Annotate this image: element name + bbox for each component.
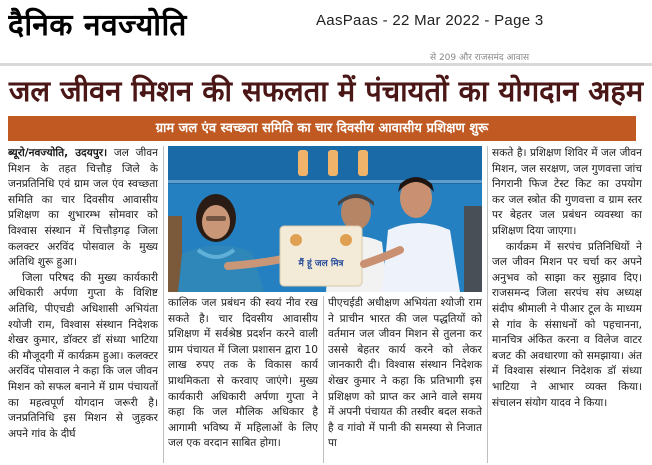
byline: ब्यूरो/नवज्योति, उदयपुर। <box>8 147 108 159</box>
newspaper-masthead: दैनिक नवज्योति <box>8 8 187 43</box>
headline: जल जीवन मिशन की सफलता में पंचायतों का योगदान अहम <box>8 74 644 108</box>
article-paragraph <box>8 146 158 271</box>
article-paragraph: जिला परिषद की मुख्य कार्यकारी अधिकारी अर्पणा गुप्ता के विशिष्ट अतिथि, पीएचडी अधिशासी अभियंता श्योजी राम, विश्वास संस्थान निदेशक शेखर कुमार, डॉक्टर डॉ संध्या भाटिया की मौजूदगी में कार्यक्रम हुआ। कलक्टर अरविंद पोसवाल ने कहा कि जल जीवन मिशन को सफल बनाने में ग्राम पंचायतों का महत्वपूर्ण योगदान जरूरी है। जनप्रतिनिधि इस मिशन से जुड़कर अपने गांव के दीर्घ <box>8 271 158 440</box>
column-divider <box>163 146 164 463</box>
article-column-4 <box>492 146 642 463</box>
article-paragraph: पीएचईडी अधीक्षण अभियंता श्योजी राम ने प्राचीन भारत की जल पद्धतियों को वर्तमान जल जीवन मिशन से तुलना कर उससे बेहतर कार्य करने को लेकर जानकारी दी। विश्वास संस्थान निदेशक शेखर कुमार ने कहा कि प्रतिभागी इस प्रशिक्षण को प्राप्त कर आने वाले समय में अपनी पंचायत की तस्वीर बदल सकते है व गांवो में पानी की समस्या से निजात पा <box>328 297 482 450</box>
top-strip-text: से 209 और राजसमंद आवास <box>430 53 530 63</box>
subheadline: ग्राम जल एंव स्वच्छता समिति का चार दिवसीय आवासीय प्रशिक्षण शुरू <box>155 121 489 136</box>
photo-illustration <box>168 146 482 292</box>
column-divider <box>487 146 488 463</box>
source-line: AasPaas - 22 Mar 2022 - Page 3 <box>316 12 544 29</box>
article-text: जल जीवन मिशन के तहत चित्तौड़ जिले के जनप्रतिनिधि एवं ग्राम जल एंव स्वच्छता समिति का चार दिवसीय आवासीय प्रशिक्षण का शुभारम्भ सोमवार को विश्वास संस्थान में चित्तौड़गढ़ जिला कलक्टर अरविंद पोसवाल के मुख्य अतिथि शुरू हुआ। <box>8 147 158 269</box>
article-column-2 <box>168 296 318 463</box>
subheadline-bar <box>8 116 636 141</box>
column-divider <box>323 296 324 463</box>
article-column-1 <box>8 146 158 463</box>
masthead-rule <box>0 63 652 66</box>
article-column-3 <box>328 296 482 463</box>
article-paragraph: कालिक जल प्रबंधन की स्वयं नीव रख सकते है। चार दिवसीय आवासीय प्रशिक्षण में सर्वश्रेष्ठ प्रदर्शन करने वाली ग्राम पंचायत में जिला प्रशासन द्वारा 10 लाख रुपए तक के विकास कार्य प्राथमिकता से करवाए जाएंगे। मुख्य कार्यकारी अधिकारी अर्पणा गुप्ता ने कहा कि जल मौलिक अधिकार है आगामी भविष्य में महिलाओं के लिए जल एक वरदान साबित होगा। <box>168 297 318 450</box>
placard-text: मैं हूं जल मित्र <box>298 259 344 269</box>
article-paragraph: सकते है। प्रशिक्षण शिविर में जल जीवन मिशन, जल सरक्षण, जल गुणवत्ता जांच निगरानी फिज टेस्ट किट का उपयोग कर जल स्त्रोत की गुणवत्ता व ग्राम स्तर पर बेहतर जल प्रबंधन व्यवस्था का प्रशिक्षण दिया जाएगा। <box>492 147 642 237</box>
news-photo <box>168 146 482 292</box>
article-paragraph: कार्यक्रम में सरपंच प्रतिनिधियों ने जल जीवन मिशन पर चर्चा कर अपने अनुभव को साझा कर सुझाव दिए। राजसमन्द जिला सरपंच संघ अध्यक्ष संदीप श्रीमाली ने पीआर टूल के माध्यम से गांव के संसाधनों को पहचानना, मानचित्र अंकित करना व विलेज वाटर बजट की अवधारणा को समझाया। अंत में विश्वास संस्थान निदेशक डॉ संध्या भाटिया ने आभार व्यक्त किया। संचालन संयोग यादव ने किया। <box>492 240 642 409</box>
